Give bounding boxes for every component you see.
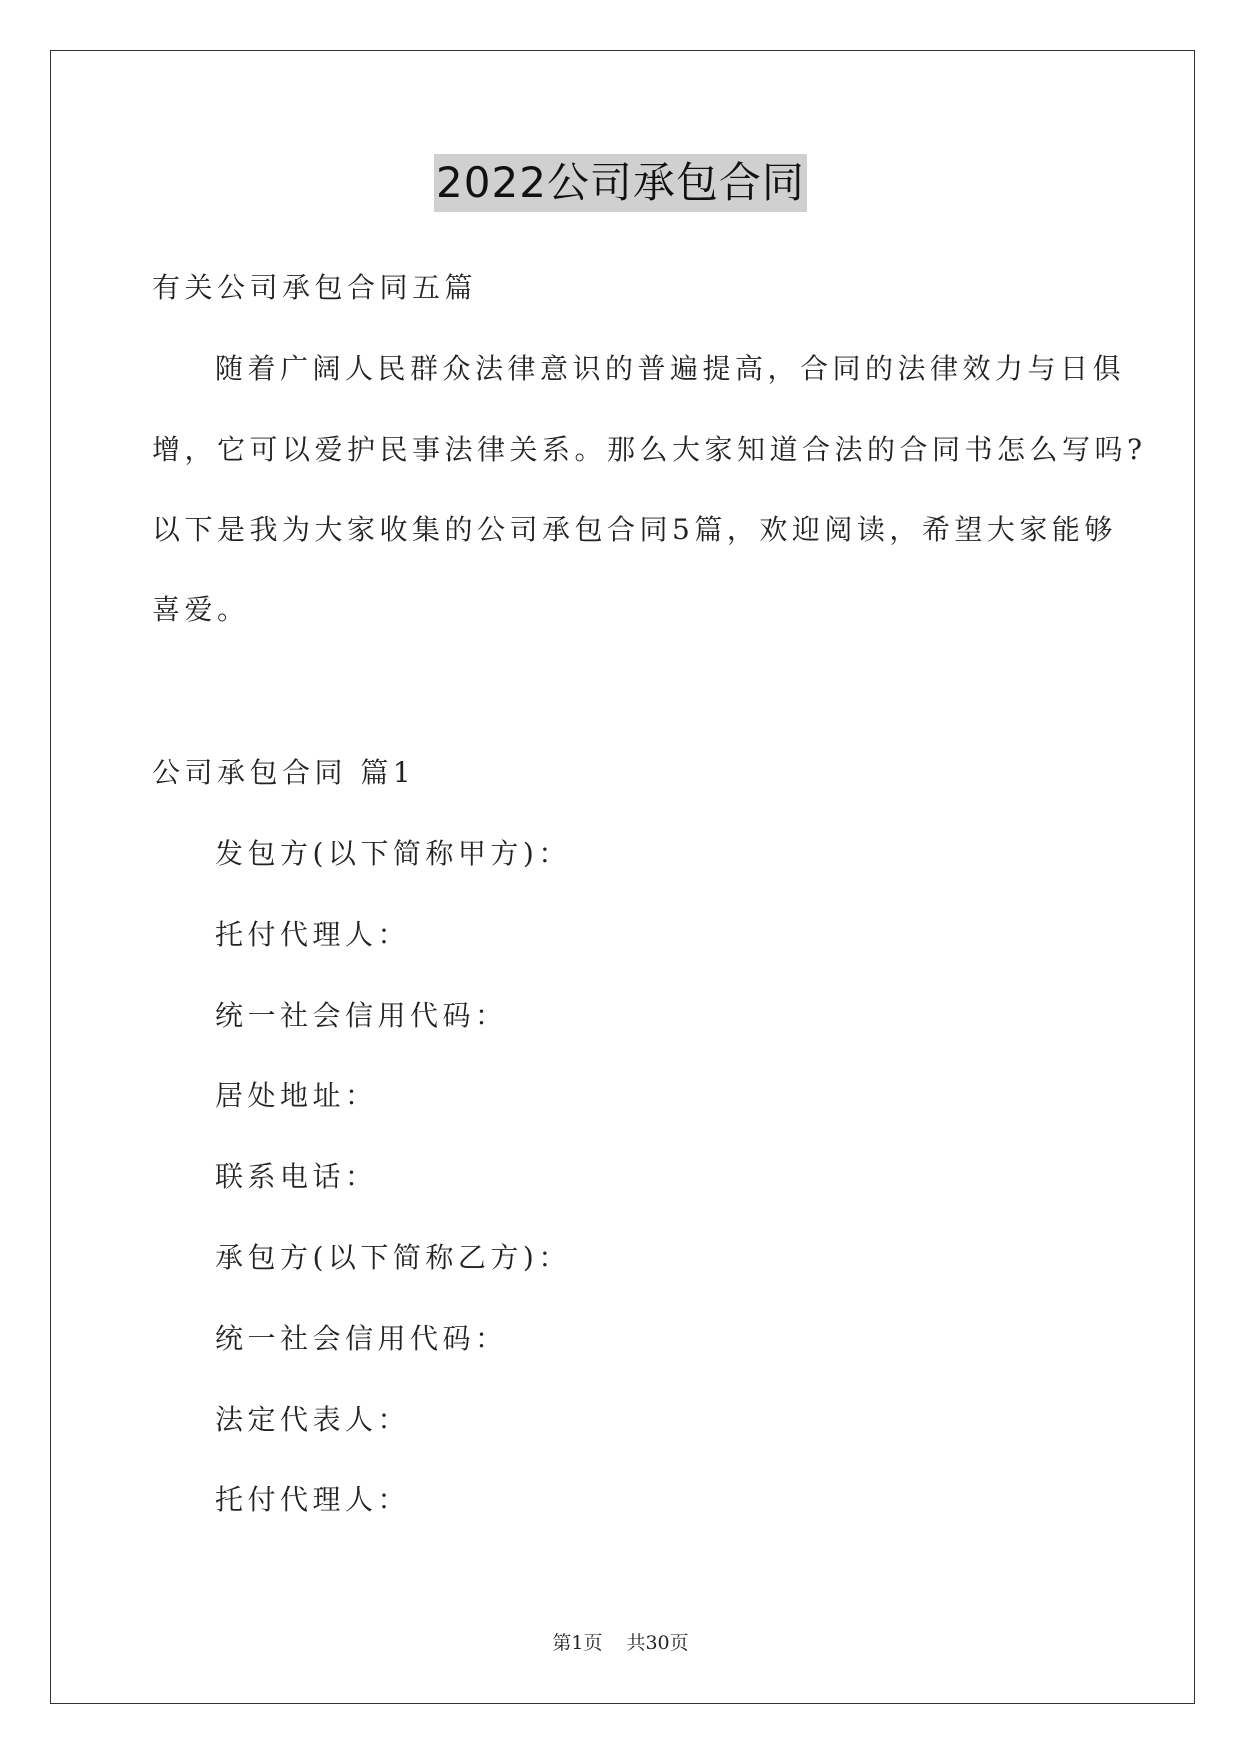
intro-line-3: 以下是我为大家收集的公司承包合同5篇，欢迎阅读，希望大家能够 <box>152 513 1117 546</box>
title-container <box>0 154 1241 212</box>
field-contractor-credit-code: 统一社会信用代码： <box>215 1322 508 1355</box>
intro-line-4: 喜爱。 <box>152 593 250 626</box>
page-number: 第1页 <box>552 1632 603 1654</box>
page-footer <box>0 1630 1241 1656</box>
field-contractor: 承包方(以下简称乙方)： <box>215 1241 571 1274</box>
field-agent: 托付代理人： <box>215 918 411 951</box>
section-heading: 公司承包合同 篇1 <box>152 756 416 789</box>
field-legal-rep: 法定代表人： <box>215 1403 411 1436</box>
field-phone: 联系电话： <box>215 1160 378 1193</box>
field-credit-code: 统一社会信用代码： <box>215 999 508 1032</box>
field-address: 居处地址： <box>215 1079 378 1112</box>
page-total: 共30页 <box>626 1632 689 1654</box>
field-contractor-agent: 托付代理人： <box>215 1483 411 1516</box>
intro-line-1: 随着广阔人民群众法律意识的普遍提高，合同的法律效力与日俱 <box>215 352 1126 385</box>
document-title: 2022公司承包合同 <box>434 154 807 212</box>
document-subtitle: 有关公司承包合同五篇 <box>152 271 478 304</box>
field-employer: 发包方(以下简称甲方)： <box>215 837 571 870</box>
intro-line-2: 增，它可以爱护民事法律关系。那么大家知道合法的合同书怎么写吗? <box>152 433 1147 466</box>
